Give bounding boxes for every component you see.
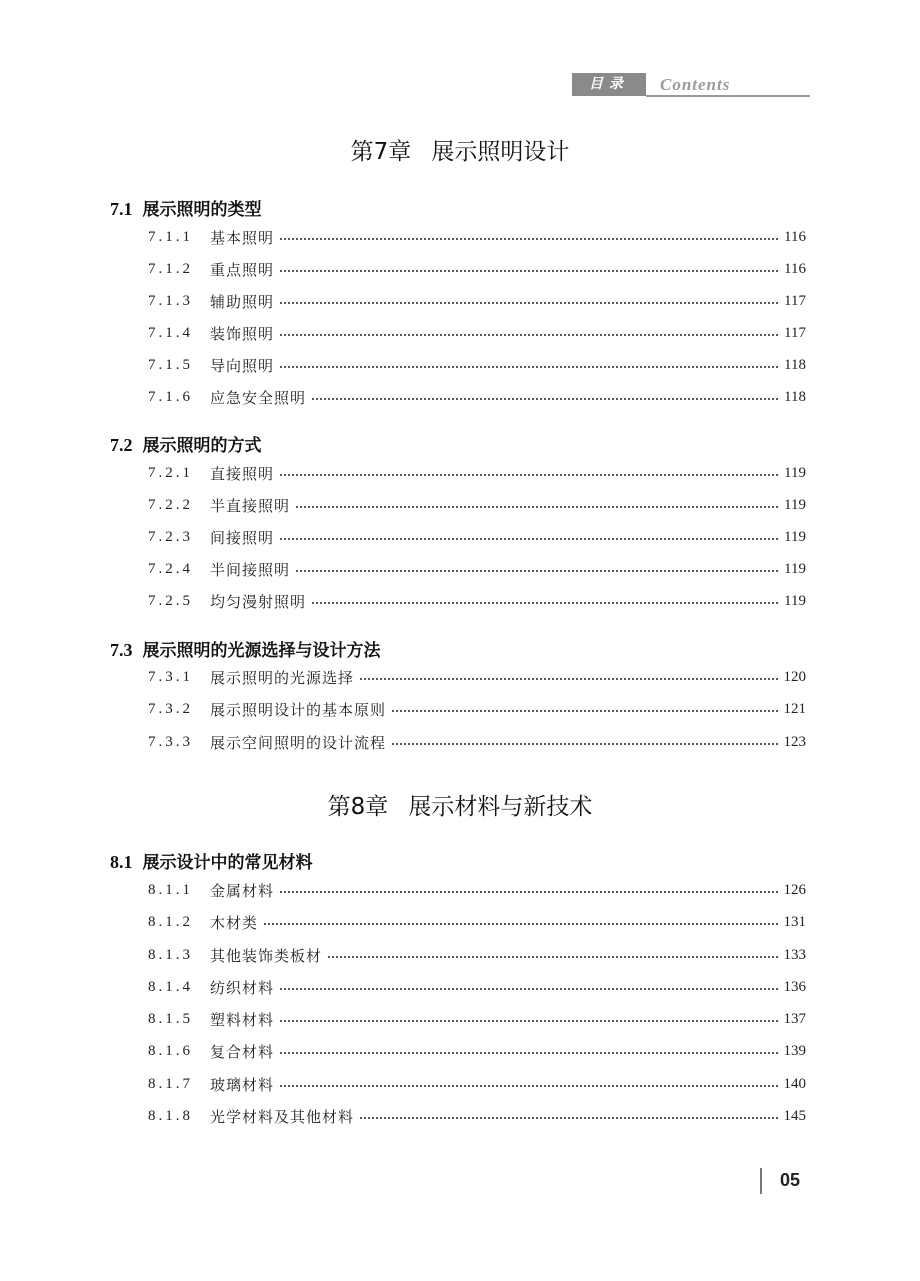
entry-page: 139 [783,1042,806,1059]
entry-number: 7.2.1 [148,464,193,481]
toc-entry[interactable] [148,879,806,901]
entry-page: 133 [783,946,806,963]
entry-title: 基本照明 [210,228,275,247]
entry-number: 7.3.1 [148,668,193,685]
entry-title: 塑料材料 [210,1010,275,1029]
section-title: 展示照明的光源选择与设计方法 [142,641,381,661]
toc-entry[interactable] [148,1105,806,1127]
dot-leader [296,506,778,508]
entry-title: 间接照明 [210,528,275,547]
chapter-title: 展示材料与新技术 [408,794,593,820]
chapter-heading [0,133,920,166]
page-number-block [760,1168,820,1194]
toc-entry[interactable] [148,1008,806,1030]
dot-leader [280,1052,777,1054]
dot-leader [280,238,778,240]
entry-title: 半直接照明 [210,496,291,515]
entry-number: 8.1.1 [148,881,193,898]
entry-title: 复合材料 [210,1042,275,1061]
entry-number: 7.2.5 [148,592,193,609]
entry-number: 7.1.3 [148,292,193,309]
toc-entry[interactable] [148,944,806,966]
entry-title: 展示空间照明的设计流程 [210,733,387,752]
dot-leader [328,956,777,958]
entry-page: 137 [783,1010,806,1027]
section-heading [110,195,262,220]
entry-title: 辅助照明 [210,292,275,311]
toc-entry[interactable] [148,590,806,612]
dot-leader [280,474,778,476]
entry-number: 7.2.3 [148,528,193,545]
entry-page: 119 [784,528,806,545]
dot-leader [296,570,778,572]
section-heading [110,636,381,661]
entry-title: 导向照明 [210,356,275,375]
entry-number: 7.1.1 [148,228,193,245]
entry-number: 8.1.2 [148,913,193,930]
dot-leader [280,270,778,272]
chapter-title: 展示照明设计 [431,139,570,165]
dot-leader [280,988,777,990]
entry-page: 119 [784,464,806,481]
entry-number: 7.1.4 [148,324,193,341]
section-number: 7.2 [110,435,133,455]
entry-number: 7.1.5 [148,356,193,373]
toc-entry[interactable] [148,494,806,516]
entry-page: 145 [783,1107,806,1124]
entry-page: 118 [784,388,806,405]
entry-page: 119 [784,496,806,513]
entry-title: 重点照明 [210,260,275,279]
entry-number: 8.1.7 [148,1075,193,1092]
section-title: 展示照明的方式 [142,436,262,456]
toc-entry[interactable] [148,976,806,998]
toc-entry[interactable] [148,354,806,376]
header-label-en: Contents [660,75,731,94]
entry-page: 123 [783,733,806,750]
dot-leader [392,743,777,745]
entry-title: 光学材料及其他材料 [210,1107,355,1126]
section-heading [110,431,262,456]
entry-number: 8.1.4 [148,978,193,995]
toc-entry[interactable] [148,666,806,688]
entry-number: 8.1.8 [148,1107,193,1124]
entry-page: 120 [783,668,806,685]
toc-entry[interactable] [148,226,806,248]
entry-title: 金属材料 [210,881,275,900]
section-number: 8.1 [110,852,133,872]
toc-entry[interactable] [148,462,806,484]
dot-leader [280,891,777,893]
chapter-number: 第8章 [327,794,389,820]
toc-entry[interactable] [148,322,806,344]
entry-page: 140 [783,1075,806,1092]
entry-title: 应急安全照明 [210,388,307,407]
entry-number: 8.1.6 [148,1042,193,1059]
toc-entry[interactable] [148,258,806,280]
dot-leader [280,538,778,540]
toc-entry[interactable] [148,911,806,933]
entry-number: 7.1.6 [148,388,193,405]
entry-page: 136 [783,978,806,995]
toc-entry[interactable] [148,1073,806,1095]
dot-leader [360,678,777,680]
header-label-cn: 目录 [572,73,646,96]
entry-page: 119 [784,560,806,577]
section-number: 7.1 [110,199,133,219]
running-header [572,73,810,97]
entry-title: 均匀漫射照明 [210,592,307,611]
dot-leader [280,1085,777,1087]
entry-title: 纺织材料 [210,978,275,997]
section-heading [110,848,313,873]
toc-entry[interactable] [148,386,806,408]
entry-number: 8.1.3 [148,946,193,963]
entry-title: 展示照明设计的基本原则 [210,700,387,719]
entry-number: 7.2.4 [148,560,193,577]
dot-leader [280,366,778,368]
entry-title: 玻璃材料 [210,1075,275,1094]
entry-title: 其他装饰类板材 [210,946,323,965]
entry-number: 7.3.2 [148,700,193,717]
toc-entry[interactable] [148,698,806,720]
entry-title: 展示照明的光源选择 [210,668,355,687]
entry-page: 126 [783,881,806,898]
entry-number: 7.3.3 [148,733,193,750]
entry-title: 木材类 [210,913,259,932]
page-number-rule [760,1168,762,1194]
dot-leader [280,302,778,304]
entry-page: 119 [784,592,806,609]
entry-title: 装饰照明 [210,324,275,343]
entry-page: 116 [784,260,806,277]
entry-title: 半间接照明 [210,560,291,579]
entry-title: 直接照明 [210,464,275,483]
dot-leader [312,398,778,400]
entry-page: 131 [783,913,806,930]
entry-number: 7.1.2 [148,260,193,277]
entry-page: 118 [784,356,806,373]
page-number: 05 [780,1170,801,1190]
section-title: 展示照明的类型 [142,200,262,220]
entry-page: 116 [784,228,806,245]
dot-leader [360,1117,777,1119]
dot-leader [280,334,778,336]
toc-entry[interactable] [148,290,806,312]
chapter-number: 第7章 [350,139,412,165]
entry-page: 121 [783,700,806,717]
toc-entry[interactable] [148,1040,806,1062]
section-title: 展示设计中的常见材料 [142,853,313,873]
entry-page: 117 [784,292,806,309]
entry-page: 117 [784,324,806,341]
entry-number: 7.2.2 [148,496,193,513]
toc-entry[interactable] [148,526,806,548]
chapter-heading [0,788,920,821]
section-number: 7.3 [110,640,133,660]
dot-leader [392,710,777,712]
dot-leader [312,602,778,604]
entry-number: 8.1.5 [148,1010,193,1027]
toc-entry[interactable] [148,558,806,580]
dot-leader [280,1020,777,1022]
dot-leader [264,923,777,925]
toc-entry[interactable] [148,731,806,753]
